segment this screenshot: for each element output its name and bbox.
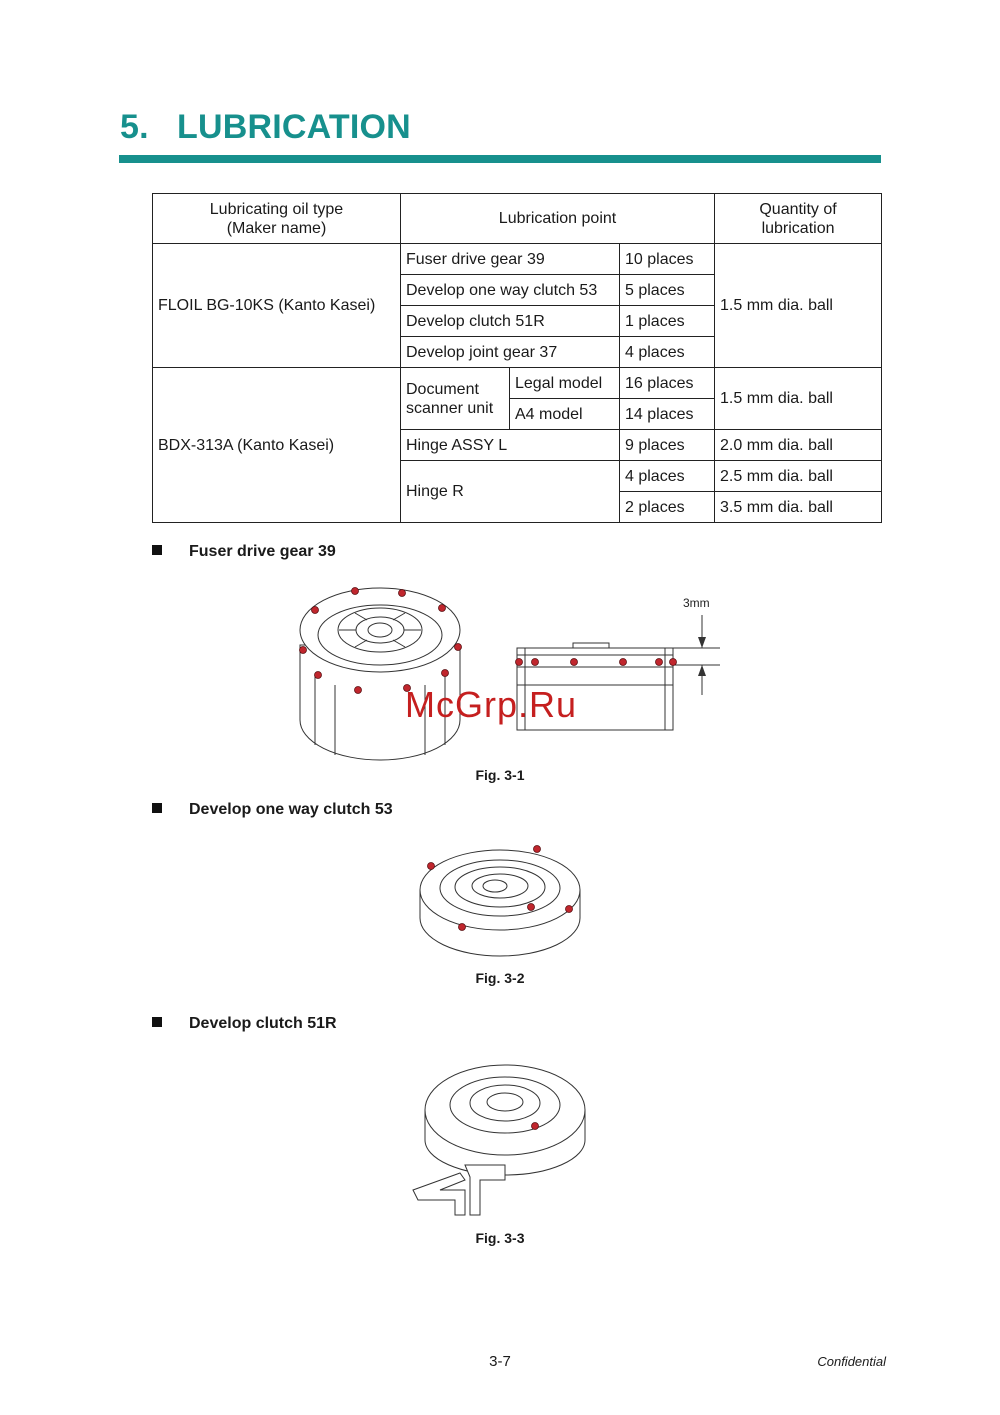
places-cell: 14 places: [620, 399, 715, 430]
point-cell: Develop joint gear 37: [401, 337, 620, 368]
bullet-square-icon: [152, 545, 162, 555]
develop-clutch-illustration: [410, 1055, 590, 1220]
bullet-square-icon: [152, 1017, 162, 1027]
header-lubrication-point: Lubrication point: [401, 194, 715, 244]
point-cell: Develop one way clutch 53: [401, 275, 620, 306]
dimension-label: 3mm: [683, 596, 710, 610]
point-cell: Document scanner unit: [401, 368, 510, 430]
page-number: 3-7: [489, 1353, 511, 1370]
point-cell: Fuser drive gear 39: [401, 244, 620, 275]
header-quantity: Quantity of lubrication: [715, 194, 882, 244]
places-cell: 4 places: [620, 337, 715, 368]
section-heading: [120, 108, 411, 147]
oil-type-cell: BDX-313A (Kanto Kasei): [153, 368, 401, 523]
section-title: LUBRICATION: [177, 108, 411, 146]
bullet-square-icon: [152, 803, 162, 813]
table-row: [153, 368, 882, 399]
places-cell: 9 places: [620, 430, 715, 461]
point-cell: Hinge R: [401, 461, 620, 523]
quantity-cell: 1.5 mm dia. ball: [715, 368, 882, 430]
table-row: [153, 244, 882, 275]
places-cell: 4 places: [620, 461, 715, 492]
section-develop-one-way-clutch: Develop one way clutch 53: [152, 801, 393, 819]
table-header-row: [153, 194, 882, 244]
places-cell: 16 places: [620, 368, 715, 399]
lubrication-table: [152, 193, 882, 523]
section-fuser-drive-gear: Fuser drive gear 39: [152, 543, 336, 561]
develop-one-way-clutch-illustration: [415, 840, 585, 962]
heading-rule: [119, 155, 881, 163]
quantity-cell: 2.0 mm dia. ball: [715, 430, 882, 461]
figure-caption: Fig. 3-1: [475, 767, 525, 783]
figure-caption: Fig. 3-3: [475, 1230, 525, 1246]
confidential-label: Confidential: [817, 1354, 886, 1369]
places-cell: 1 places: [620, 306, 715, 337]
point-cell: Hinge ASSY L: [401, 430, 620, 461]
oil-type-cell: FLOIL BG-10KS (Kanto Kasei): [153, 244, 401, 368]
model-cell: A4 model: [510, 399, 620, 430]
section-develop-clutch: Develop clutch 51R: [152, 1015, 337, 1033]
quantity-cell: 2.5 mm dia. ball: [715, 461, 882, 492]
header-oil-type: Lubricating oil type (Maker name): [153, 194, 401, 244]
places-cell: 10 places: [620, 244, 715, 275]
places-cell: 5 places: [620, 275, 715, 306]
section-number: 5.: [120, 108, 149, 146]
places-cell: 2 places: [620, 492, 715, 523]
model-cell: Legal model: [510, 368, 620, 399]
point-cell: Develop clutch 51R: [401, 306, 620, 337]
fuser-drive-gear-illustration: [295, 585, 725, 765]
quantity-cell: 1.5 mm dia. ball: [715, 244, 882, 368]
figure-caption: Fig. 3-2: [475, 970, 525, 986]
quantity-cell: 3.5 mm dia. ball: [715, 492, 882, 523]
watermark-text: McGrp.Ru: [405, 684, 578, 725]
